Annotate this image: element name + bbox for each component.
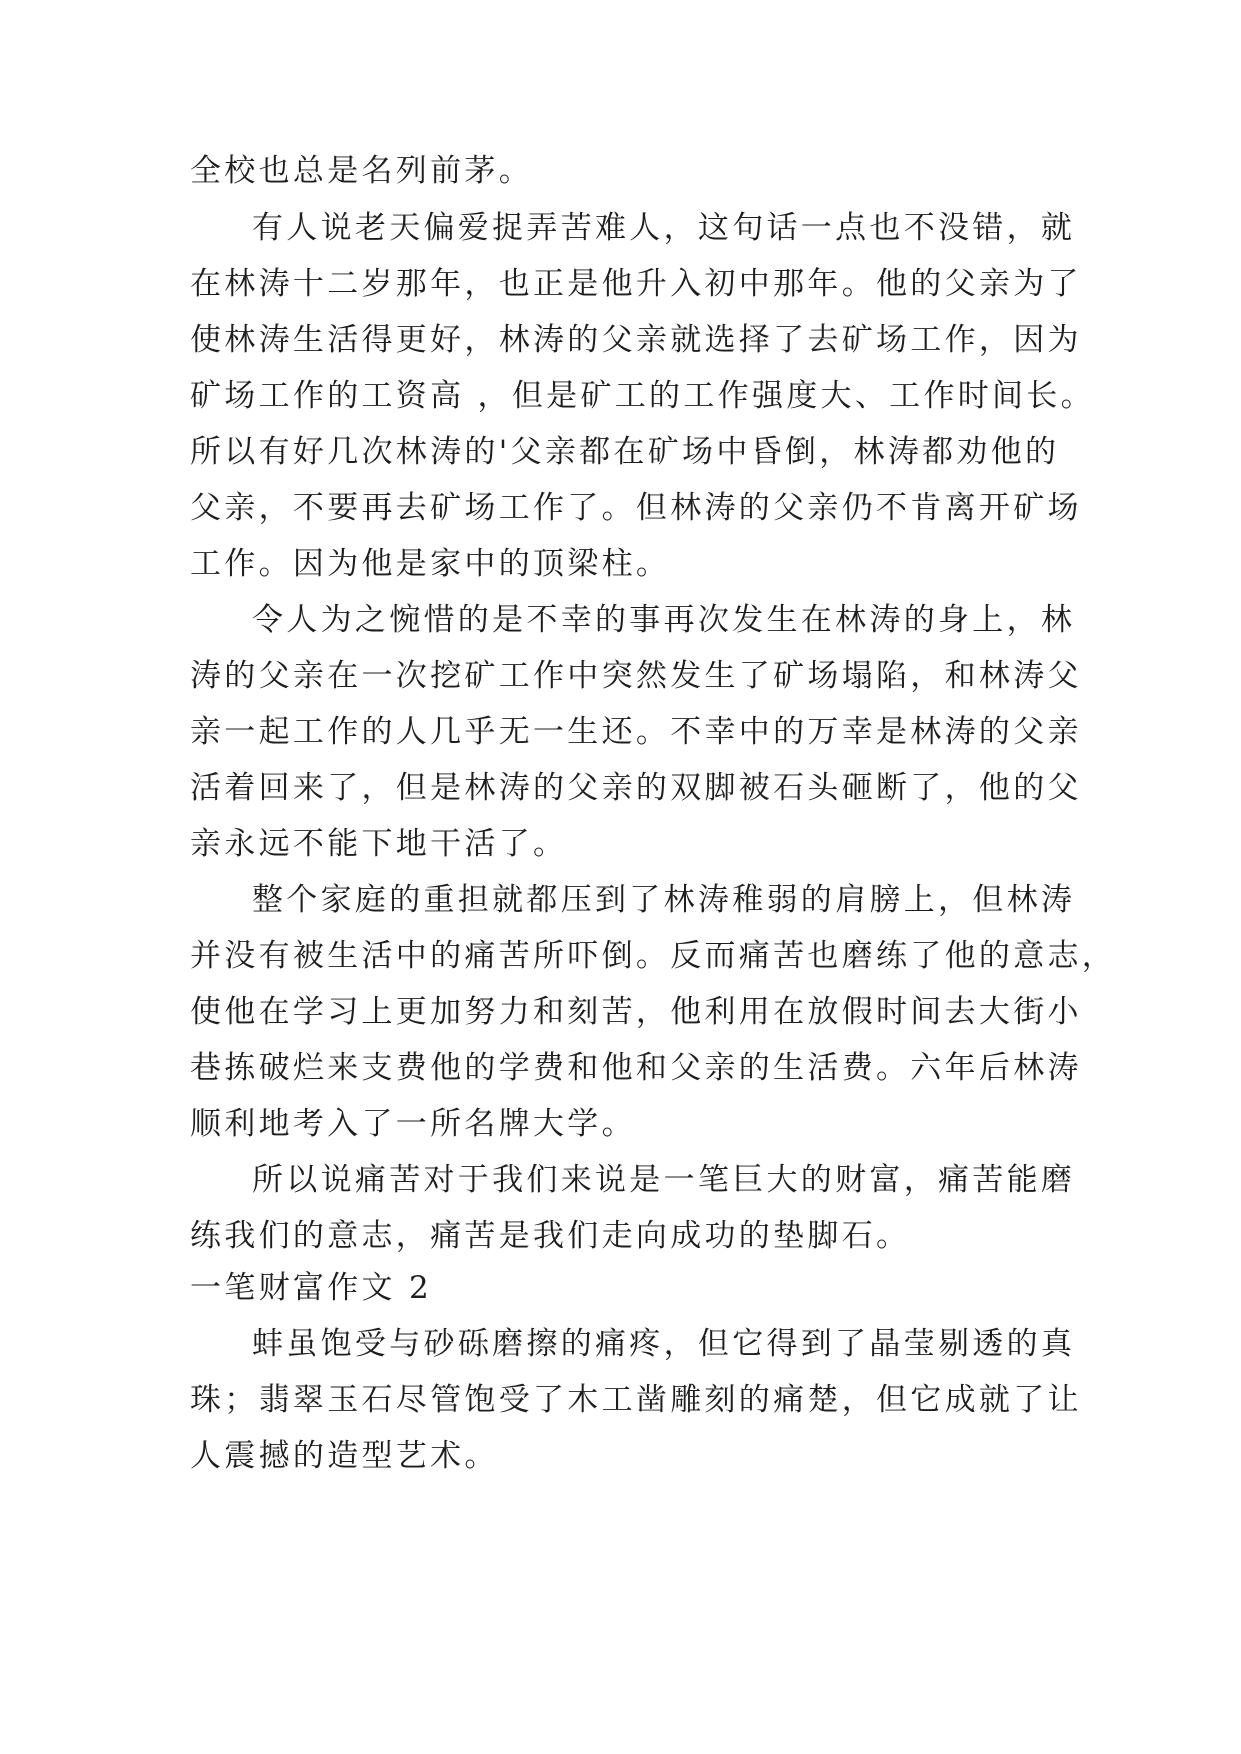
section-heading: 一笔财富作文 2 xyxy=(190,1270,432,1306)
text-line: 亲一起工作的人几乎无一生还。不幸中的万幸是林涛的父亲 xyxy=(190,714,1082,750)
text-line: 使他在学习上更加努力和刻苦，他利用在放假时间去大街小 xyxy=(190,994,1082,1030)
paragraph-first-line: 整个家庭的重担就都压到了林涛稚弱的肩膀上，但林涛 xyxy=(252,882,1076,918)
text-line: 亲永远不能下地干活了。 xyxy=(190,826,568,862)
text-line: 全校也总是名列前茅。 xyxy=(190,153,533,189)
text-line: 珠；翡翠玉石尽管饱受了木工凿雕刻的痛楚，但它成就了让 xyxy=(190,1382,1082,1418)
text-line: 所以有好几次林涛的'父亲都在矿场中昏倒，林涛都劝他的 xyxy=(190,434,1060,470)
text-line: 顺利地考入了一所名牌大学。 xyxy=(190,1106,636,1142)
text-line: 活着回来了，但是林涛的父亲的双脚被石头砸断了，他的父 xyxy=(190,770,1082,806)
paragraph-first-line: 有人说老天偏爱捉弄苦难人，这句话一点也不没错，就 xyxy=(252,210,1076,246)
text-line: 矿场工作的工资高 ，但是矿工的工作强度大、工作时间长。 xyxy=(190,378,1095,414)
text-line: 并没有被生活中的痛苦所吓倒。反而痛苦也磨练了他的意志， xyxy=(190,938,1117,974)
paragraph-first-line: 蚌虽饱受与砂砾磨擦的痛疼，但它得到了晶莹剔透的真 xyxy=(252,1326,1076,1362)
text-line: 父亲，不要再去矿场工作了。但林涛的父亲仍不肯离开矿场 xyxy=(190,490,1082,526)
paragraph-first-line: 令人为之惋惜的是不幸的事再次发生在林涛的身上，林 xyxy=(252,602,1076,638)
text-line: 人震撼的造型艺术。 xyxy=(190,1438,499,1474)
text-line: 工作。因为他是家中的顶梁柱。 xyxy=(190,546,671,582)
paragraph-first-line: 所以说痛苦对于我们来说是一笔巨大的财富，痛苦能磨 xyxy=(252,1162,1076,1198)
text-line: 涛的父亲在一次挖矿工作中突然发生了矿场塌陷，和林涛父 xyxy=(190,658,1082,694)
text-line: 使林涛生活得更好，林涛的父亲就选择了去矿场工作，因为 xyxy=(190,322,1082,358)
text-line: 巷拣破烂来支费他的学费和他和父亲的生活费。六年后林涛 xyxy=(190,1050,1082,1086)
text-line: 在林涛十二岁那年，也正是他升入初中那年。他的父亲为了 xyxy=(190,266,1082,302)
text-line: 练我们的意志，痛苦是我们走向成功的垫脚石。 xyxy=(190,1218,911,1254)
